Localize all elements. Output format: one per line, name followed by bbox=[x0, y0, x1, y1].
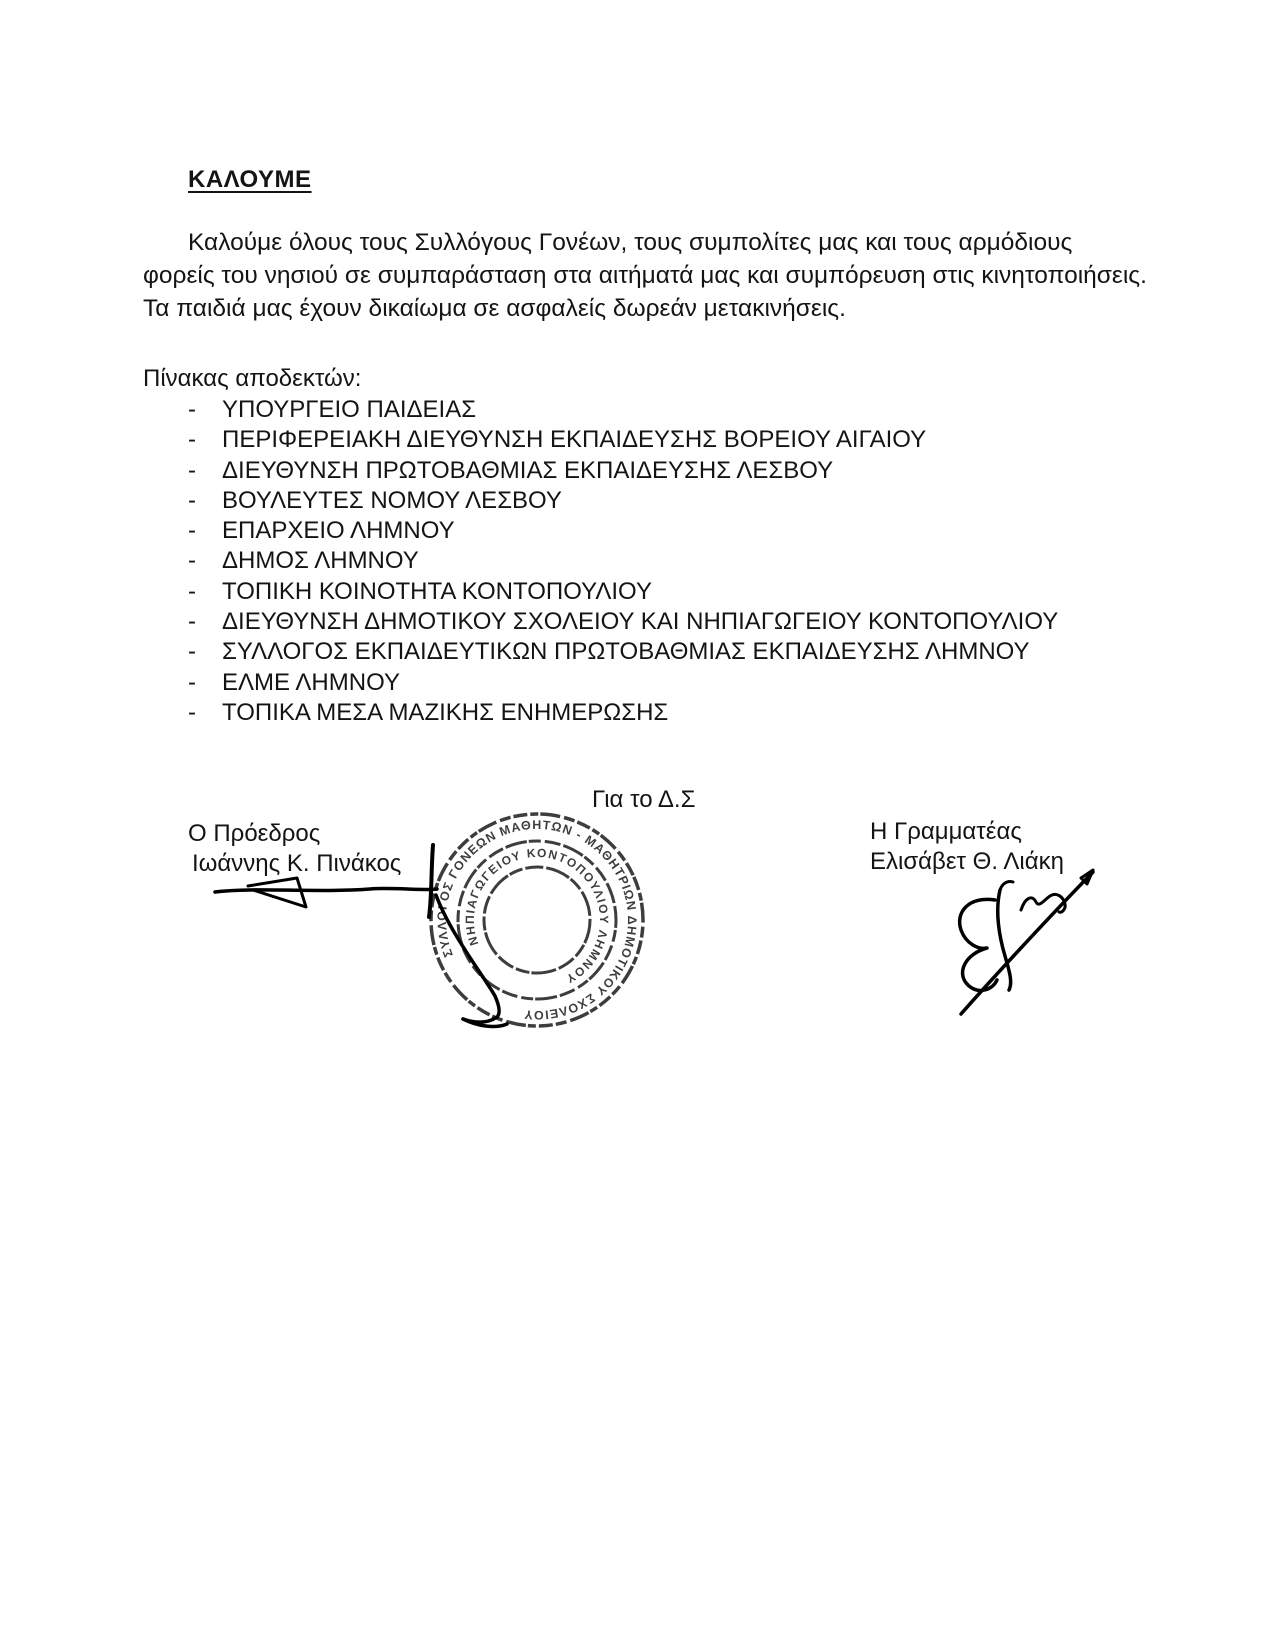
secretary-signature-icon bbox=[935, 856, 1110, 1026]
list-item bbox=[188, 637, 1058, 667]
bullet-dash: - bbox=[188, 517, 196, 545]
bullet-dash: - bbox=[188, 486, 196, 514]
page-title: ΚΑΛΟΥΜΕ bbox=[188, 166, 312, 193]
recipient-label: ΒΟΥΛΕΥΤΕΣ ΝΟΜΟΥ ΛΕΣΒΟΥ bbox=[222, 486, 562, 514]
recipient-label: ΕΠΑΡΧΕΙΟ ΛΗΜΝΟΥ bbox=[222, 517, 455, 545]
list-item bbox=[188, 516, 1058, 546]
recipient-label: ΠΕΡΙΦΕΡΕΙΑΚΗ ΔΙΕΥΘΥΝΣΗ ΕΚΠΑΙΔΕΥΣΗΣ ΒΟΡΕΙΟΥ ΑΙΓΑΙΟΥ bbox=[222, 426, 927, 454]
recipient-label: ΔΙΕΥΘΥΝΣΗ ΠΡΩΤΟΒΑΘΜΙΑΣ ΕΚΠΑΙΔΕΥΣΗΣ ΛΕΣΒΟΥ bbox=[222, 456, 834, 484]
paragraph-call: Καλούμε όλους τους Συλλόγους Γονέων, τους συμπολίτες μας και τους αρμόδιους φορείς του νησιού σε συμπαράσταση στα αιτήματά μας και συμπόρευση στις κινητοποιήσεις. bbox=[143, 229, 1147, 289]
recipient-label: ΔΗΜΟΣ ΛΗΜΝΟΥ bbox=[222, 547, 419, 575]
recipient-label: ΣΥΛΛΟΓΟΣ ΕΚΠΑΙΔΕΥΤΙΚΩΝ ΠΡΩΤΟΒΑΘΜΙΑΣ ΕΚΠΑΙΔΕΥΣΗΣ ΛΗΜΝΟΥ bbox=[222, 638, 1030, 666]
list-item bbox=[188, 395, 1058, 425]
bullet-dash: - bbox=[188, 668, 196, 696]
list-item bbox=[188, 607, 1058, 637]
list-item bbox=[188, 486, 1058, 516]
stamp-outer-text: ΣΥΛΛΟΓΟΣ ΓΟΝΕΩΝ ΜΑΘΗΤΩΝ - ΜΑΘΗΤΡΙΩΝ ΔΗΜΟΤΙΚΟΥ ΣΧΟΛΕΙΟΥ bbox=[434, 817, 640, 1023]
list-item bbox=[188, 546, 1058, 576]
secretary-name: Ελισάβετ Θ. Λιάκη bbox=[870, 848, 1064, 875]
closing-for-board: Για το Δ.Σ bbox=[592, 786, 696, 813]
bullet-dash: - bbox=[188, 426, 196, 454]
president-signature-icon bbox=[205, 833, 525, 1038]
bullet-dash: - bbox=[188, 608, 196, 636]
recipients-heading: Πίνακας αποδεκτών: bbox=[143, 365, 362, 392]
recipient-label: ΔΙΕΥΘΥΝΣΗ ΔΗΜΟΤΙΚΟΥ ΣΧΟΛΕΙΟΥ ΚΑΙ ΝΗΠΙΑΓΩΓΕΙΟΥ ΚΟΝΤΟΠΟΥΛΙΟΥ bbox=[222, 608, 1059, 636]
list-item bbox=[188, 577, 1058, 607]
list-item bbox=[188, 698, 1058, 728]
list-item bbox=[188, 668, 1058, 698]
recipient-label: ΤΟΠΙΚΑ ΜΕΣΑ ΜΑΖΙΚΗΣ ΕΝΗΜΕΡΩΣΗΣ bbox=[222, 698, 669, 726]
list-item bbox=[188, 456, 1058, 486]
bullet-dash: - bbox=[188, 396, 196, 423]
president-title: Ο Πρόεδρος bbox=[188, 820, 321, 847]
body-paragraphs bbox=[143, 226, 1148, 325]
recipient-label: ΥΠΟΥΡΓΕΙΟ ΠΑΙΔΕΙΑΣ bbox=[222, 396, 477, 423]
paragraph-rights: Τα παιδιά μας έχουν δικαίωμα σε ασφαλείς δωρεάν μετακινήσεις. bbox=[143, 295, 846, 322]
bullet-dash: - bbox=[188, 577, 196, 605]
secretary-title: Η Γραμματέας bbox=[870, 818, 1022, 845]
recipient-label: ΤΟΠΙΚΗ ΚΟΙΝΟΤΗΤΑ ΚΟΝΤΟΠΟΥΛΙΟΥ bbox=[222, 577, 652, 605]
bullet-dash: - bbox=[188, 547, 196, 575]
bullet-dash: - bbox=[188, 456, 196, 484]
bullet-dash: - bbox=[188, 638, 196, 666]
bullet-dash: - bbox=[188, 698, 196, 726]
list-item bbox=[188, 425, 1058, 455]
stamp-inner-text: ΝΗΠΙΑΓΩΓΕΙΟΥ ΚΟΝΤΟΠΟΥΛΙΟΥ ΛΗΜΝΟΥ bbox=[462, 845, 612, 987]
recipients-list bbox=[188, 395, 1058, 728]
recipient-label: ΕΛΜΕ ΛΗΜΝΟΥ bbox=[222, 668, 400, 696]
president-name: Ιωάννης Κ. Πινάκος bbox=[192, 850, 402, 877]
